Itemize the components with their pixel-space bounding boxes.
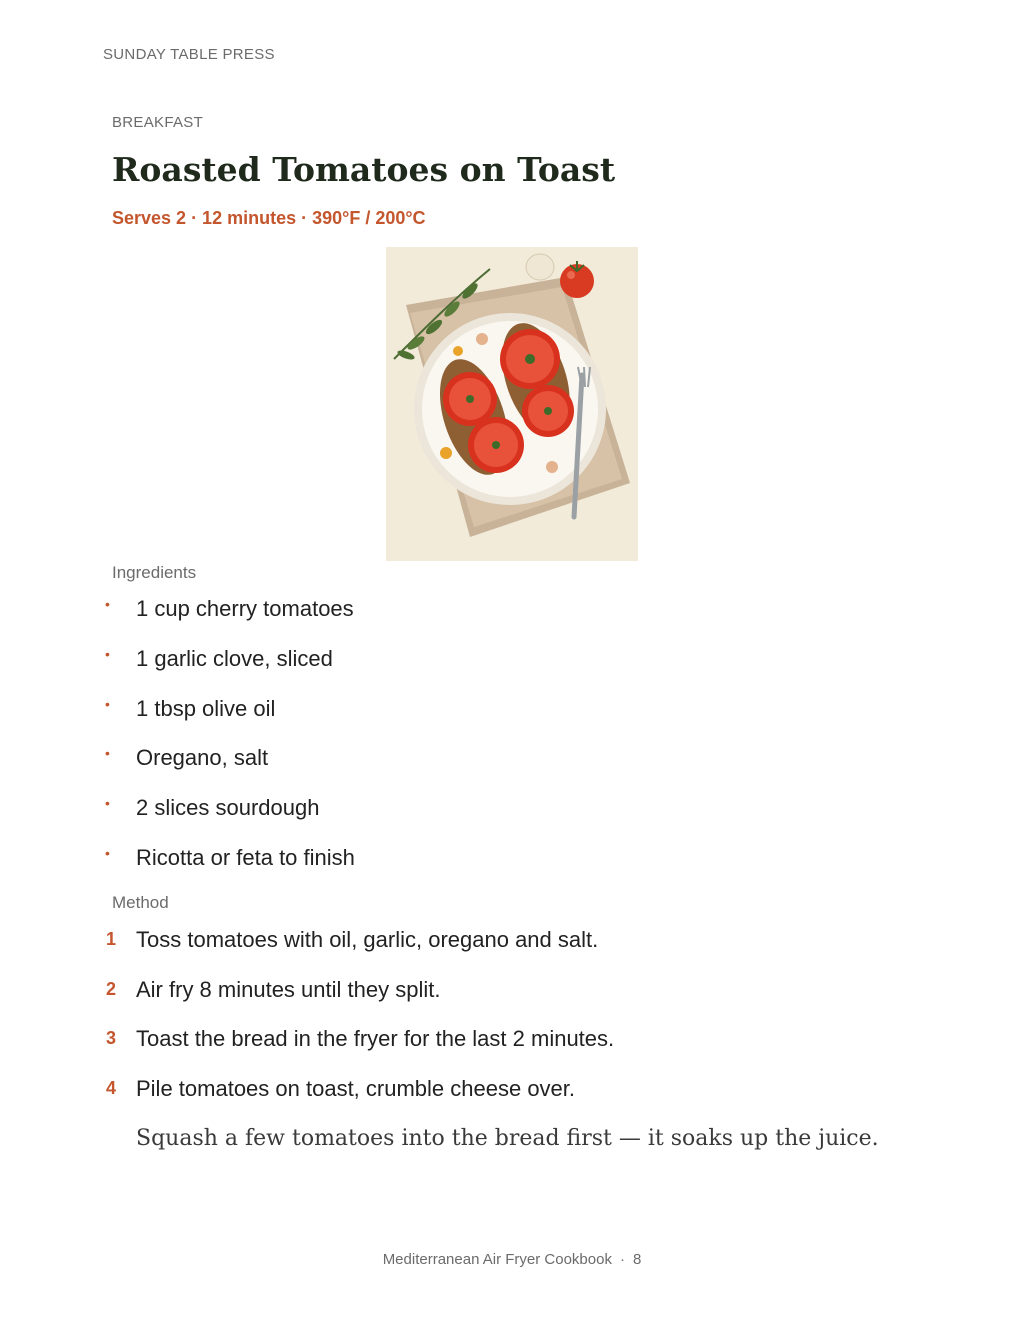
method-step [0,1024,1024,1074]
bullet-icon: • [105,596,110,612]
bullet-icon: • [105,645,110,662]
tomato-toast-illustration [386,247,638,561]
ingredient-text: 1 tbsp olive oil [136,695,276,721]
recipe-tip: Squash a few tomatoes into the bread first — it soaks up the juice. [136,1126,879,1151]
bullet-icon: • [105,795,110,812]
ingredient-item [0,793,1024,843]
bullet-icon: • [105,745,110,762]
page-footer [0,1251,1024,1268]
ingredient-text: Oregano, salt [136,745,269,771]
page-number: 8 [632,1251,642,1268]
ingredient-text: 2 slices sourdough [136,795,320,821]
step-number: 2 [106,978,117,999]
ingredient-item [0,743,1024,793]
step-text: Air fry 8 minutes until they split. [136,976,441,1002]
step-number: 1 [106,929,117,949]
method-steps [0,925,1024,1124]
garlic-bulb [526,254,554,280]
ingredient-text: Ricotta or feta to finish [136,844,355,870]
garlic-clove [476,333,488,345]
ingredient-text: 1 cup cherry tomatoes [136,596,354,621]
oil-drop [453,346,463,356]
garlic-clove [546,461,558,473]
method-step [0,1074,1024,1124]
ingredient-item [0,644,1024,694]
oil-drop [440,447,452,459]
bullet-icon: • [105,695,110,712]
step-number: 3 [106,1028,117,1049]
recipe-meta: Serves 2 · 12 minutes · 390°F / 200°C [112,208,426,228]
recipe-category: BREAKFAST [112,114,204,131]
ingredient-text: 1 garlic clove, sliced [136,645,333,671]
recipe-photo [386,247,638,561]
method-step [0,975,1024,1025]
step-text: Toss tomatoes with oil, garlic, oregano and salt. [136,927,599,952]
footer-separator: · [619,1251,625,1268]
publisher-name: SUNDAY TABLE PRESS [103,46,275,63]
recipe-title: Roasted Tomatoes on Toast [112,150,616,189]
step-text: Pile tomatoes on toast, crumble cheese over. [136,1076,576,1102]
ingredient-item [0,843,1024,893]
ingredient-item [0,694,1024,744]
ingredients-list [0,594,1024,893]
book-title: Mediterranean Air Fryer Cookbook [382,1251,612,1268]
ingredient-item [0,594,1024,644]
method-heading: Method [112,893,169,912]
step-number: 4 [106,1078,117,1099]
ingredients-heading: Ingredients [112,563,197,582]
step-text: Toast the bread in the fryer for the last 2 minutes. [136,1026,615,1052]
method-step [0,925,1024,975]
bullet-icon: • [105,844,110,861]
